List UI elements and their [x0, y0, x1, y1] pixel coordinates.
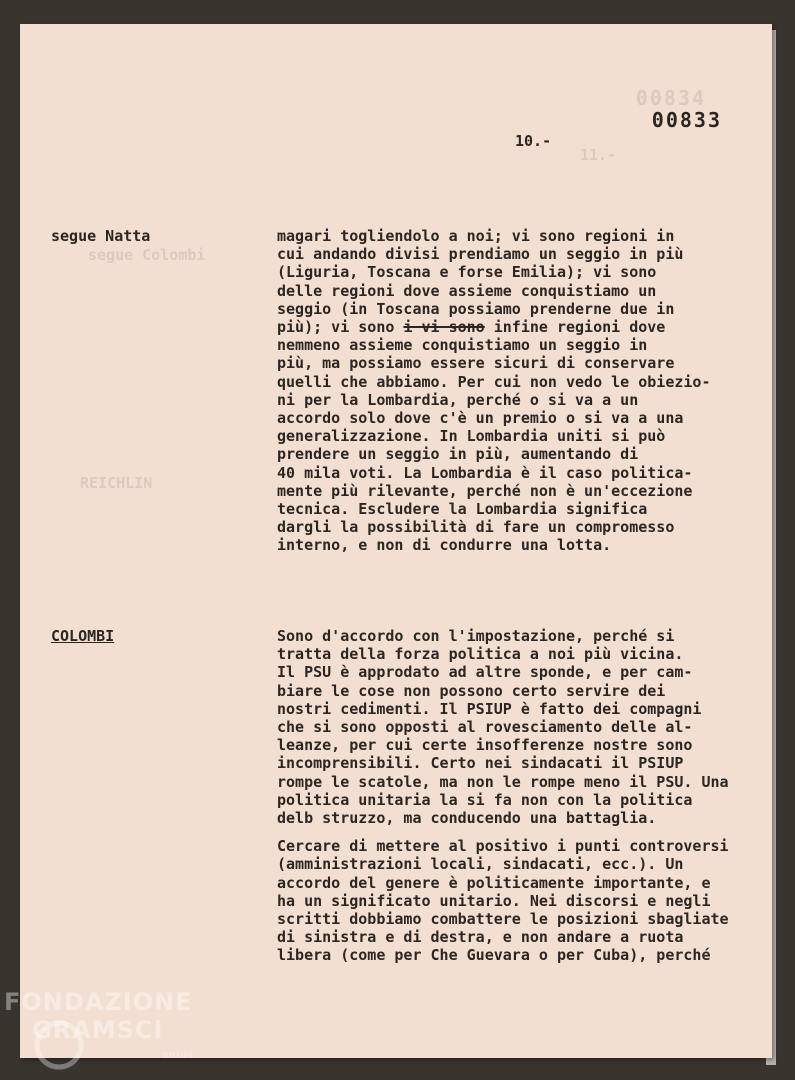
- text-line: nemmeno assieme conquistiamo un seggio in: [277, 336, 648, 355]
- ghost-page-number: 11.-: [580, 146, 617, 164]
- speaker-natta: segue Natta: [51, 227, 151, 245]
- document-number: 00833: [651, 108, 722, 132]
- text-line: ha un significato unitario. Nei discorsi e negli: [277, 891, 711, 910]
- text-line: (Liguria, Toscana e forse Emilia); vi sono: [277, 263, 657, 282]
- watermark-line-1: FONDAZIONE: [4, 988, 193, 1016]
- text-fragment: infine regioni dove: [484, 318, 666, 337]
- text-line: mente più rilevante, perché non è un'eccezione: [277, 481, 693, 500]
- colombi-text: [277, 627, 752, 965]
- watermark-suffix: onlus: [162, 1050, 194, 1061]
- text-line: di sinistra e di destra, e non andare a ruota: [277, 928, 684, 947]
- text-line: dargli la possibilità di fare un compromesso: [277, 518, 675, 537]
- text-line: prendere un seggio in più, aumentando di: [277, 445, 639, 464]
- speaker-colombi: COLOMBI: [51, 627, 115, 645]
- text-line: nostri cedimenti. Il PSIUP è fatto dei compagni: [277, 699, 702, 718]
- text-line: libera (come per Che Guevara o per Cuba), perché: [277, 946, 711, 965]
- text-line: leanze, per cui certe insofferenze nostre sono: [277, 736, 693, 755]
- text-line: delb struzzo, ma conducendo una battaglia.: [277, 809, 657, 828]
- fondazione-gramsci-watermark: [4, 988, 194, 1061]
- text-line: tratta della forza politica a noi più vicina.: [277, 645, 684, 664]
- text-line: generalizzazione. In Lombardia uniti si può: [277, 427, 666, 446]
- text-line: interno, e non di condurre una lotta.: [277, 536, 612, 555]
- text-line: 40 mila voti. La Lombardia è il caso politica-: [277, 463, 693, 482]
- text-line: seggio (in Toscana possiamo prenderne due in: [277, 299, 675, 318]
- text-line-with-strikeout: [277, 318, 752, 336]
- text-line: scritti dobbiamo combattere le posizioni sbagliate: [277, 910, 729, 929]
- text-line: Sono d'accordo con l'impostazione, perché si: [277, 627, 675, 645]
- text-line: ni per la Lombardia, perché o si va a un: [277, 390, 639, 409]
- ghost-doc-number: 00834: [635, 86, 706, 110]
- text-line: quelli che abbiamo. Per cui non vedo le obiezio-: [277, 372, 711, 391]
- struck-out-text: i vi sono: [403, 318, 485, 337]
- text-line: delle regioni dove assieme conquistiamo un: [277, 281, 657, 300]
- document-page: [20, 24, 772, 1058]
- ghost-speaker-2: REICHLIN: [80, 474, 153, 492]
- text-line: più, ma possiamo essere sicuri di conservare: [277, 354, 675, 373]
- text-line: (amministrazioni locali, sindacati, ecc.). Un: [277, 855, 684, 874]
- ghost-speaker-1: segue Colombi: [88, 246, 206, 264]
- text-line: incomprensibili. Certo nei sindacati il PSIUP: [277, 754, 684, 773]
- text-line: Cercare di mettere al positivo i punti controversi: [277, 837, 729, 856]
- text-line: politica unitaria la si fa non con la politica: [277, 790, 693, 809]
- text-line: biare le cose non possono certo servire dei: [277, 681, 666, 700]
- text-line: rompe le scatole, ma non le rompe meno il PSU. Una: [277, 772, 729, 791]
- paragraph-gap: [277, 827, 752, 837]
- natta-text: [277, 227, 752, 555]
- text-line: che si sono opposti al rovesciamento delle al-: [277, 718, 693, 737]
- text-fragment: più); vi sono: [277, 318, 404, 337]
- text-line: accordo del genere è politicamente importante, e: [277, 873, 711, 892]
- text-line: accordo solo dove c'è un premio o si va a una: [277, 409, 684, 428]
- text-line: Il PSU è approdato ad altre sponde, e per cam-: [277, 663, 693, 682]
- page-number: 10.-: [515, 132, 552, 150]
- text-line: magari togliendolo a noi; vi sono regioni in: [277, 227, 675, 245]
- watermark-line-2: GRAMSCI: [32, 1016, 164, 1044]
- text-line: tecnica. Escludere la Lombardia significa: [277, 500, 648, 519]
- text-line: cui andando divisi prendiamo un seggio in più: [277, 245, 684, 264]
